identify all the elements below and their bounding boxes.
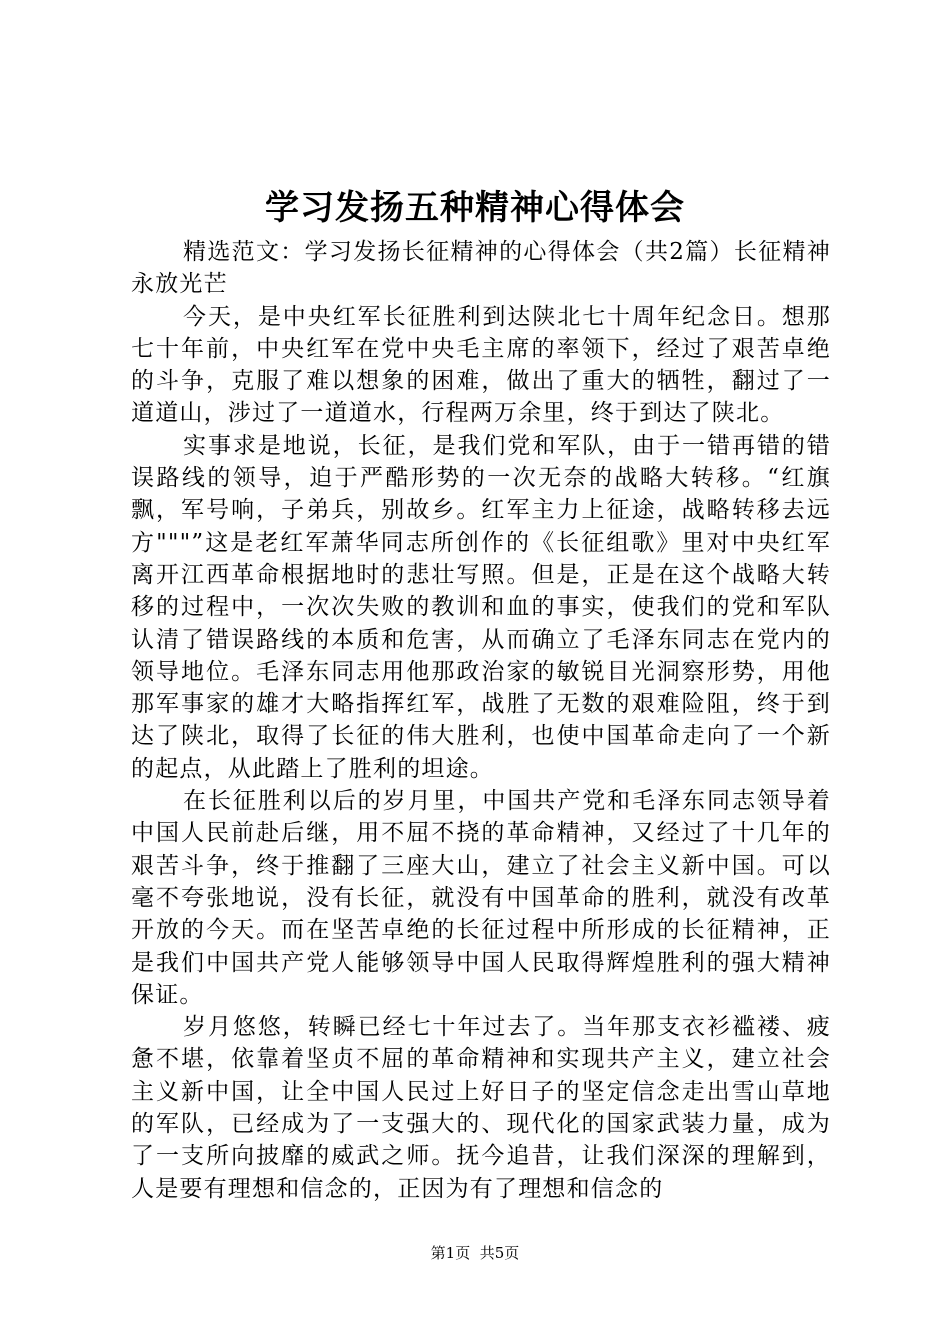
paragraph-1: 精选范文：学习发扬长征精神的心得体会（共2篇）长征精神永放光芒 (131, 239, 831, 298)
page-number-total: 共5页 (479, 1244, 520, 1262)
footer-separator (470, 1244, 480, 1262)
document-body (131, 236, 831, 1205)
paragraph-5: 岁月悠悠，转瞬已经七十年过去了。当年那支衣衫褴褛、疲惫不堪，依靠着坚贞不屈的革命精神和实现共产主义，建立社会主义新中国，让全中国人民过上好日子的坚定信念走出雪山草地的军队，已经成为了一支强大的、现代化的国家武装力量，成为了一支所向披靡的威武之师。抚今追昔，让我们深深的理解到，人是要有理想和信念的，正因为有了理想和信念的 (131, 1014, 831, 1202)
page-footer (0, 1241, 950, 1265)
paragraph-4: 在长征胜利以后的岁月里，中国共产党和毛泽东同志领导着中国人民前赴后继，用不屈不挠的革命精神，又经过了十几年的艰苦斗争，终于推翻了三座大山，建立了社会主义新中国。可以毫不夸张地说，没有长征，就没有中国革命的胜利，就没有改革开放的今天。而在坚苦卓绝的长征过程中所形成的长征精神，正是我们中国共产党人能够领导中国人民取得辉煌胜利的强大精神保证。 (131, 788, 831, 1008)
page-number-current: 第1页 (430, 1244, 471, 1262)
document-title: 学习发扬五种精神心得体会 (265, 188, 685, 228)
paragraph-2: 今天，是中央红军长征胜利到达陕北七十周年纪念日。想那七十年前，中央红军在党中央毛主席的率领下，经过了艰苦卓绝的斗争，克服了难以想象的困难，做出了重大的牺牲，翻过了一道道山，涉过了一道道水，行程两万余里，终于到达了陕北。 (131, 303, 831, 427)
paragraph-3: 实事求是地说，长征，是我们党和军队，由于一错再错的错误路线的领导，迫于严酷形势的一次无奈的战略大转移。“红旗飘，军号响，子弟兵，别故乡。红军主力上征途，战略转移去远方"""”这是老红军萧华同志所创作的《长征组歌》里对中央红军离开江西革命根据地时的悲壮写照。但是，正是在这个战略大转移的过程中，一次次失败的教训和血的事实，使我们的党和军队认清了错误路线的本质和危害，从而确立了毛泽东同志在党内的领导地位。毛泽东同志用他那政治家的敏锐目光洞察形势，用他那军事家的雄才大略指挥红军，战胜了无数的艰难险阻，终于到达了陕北，取得了长征的伟大胜利，也使中国革命走向了一个新的起点，从此踏上了胜利的坦途。 (131, 432, 831, 782)
